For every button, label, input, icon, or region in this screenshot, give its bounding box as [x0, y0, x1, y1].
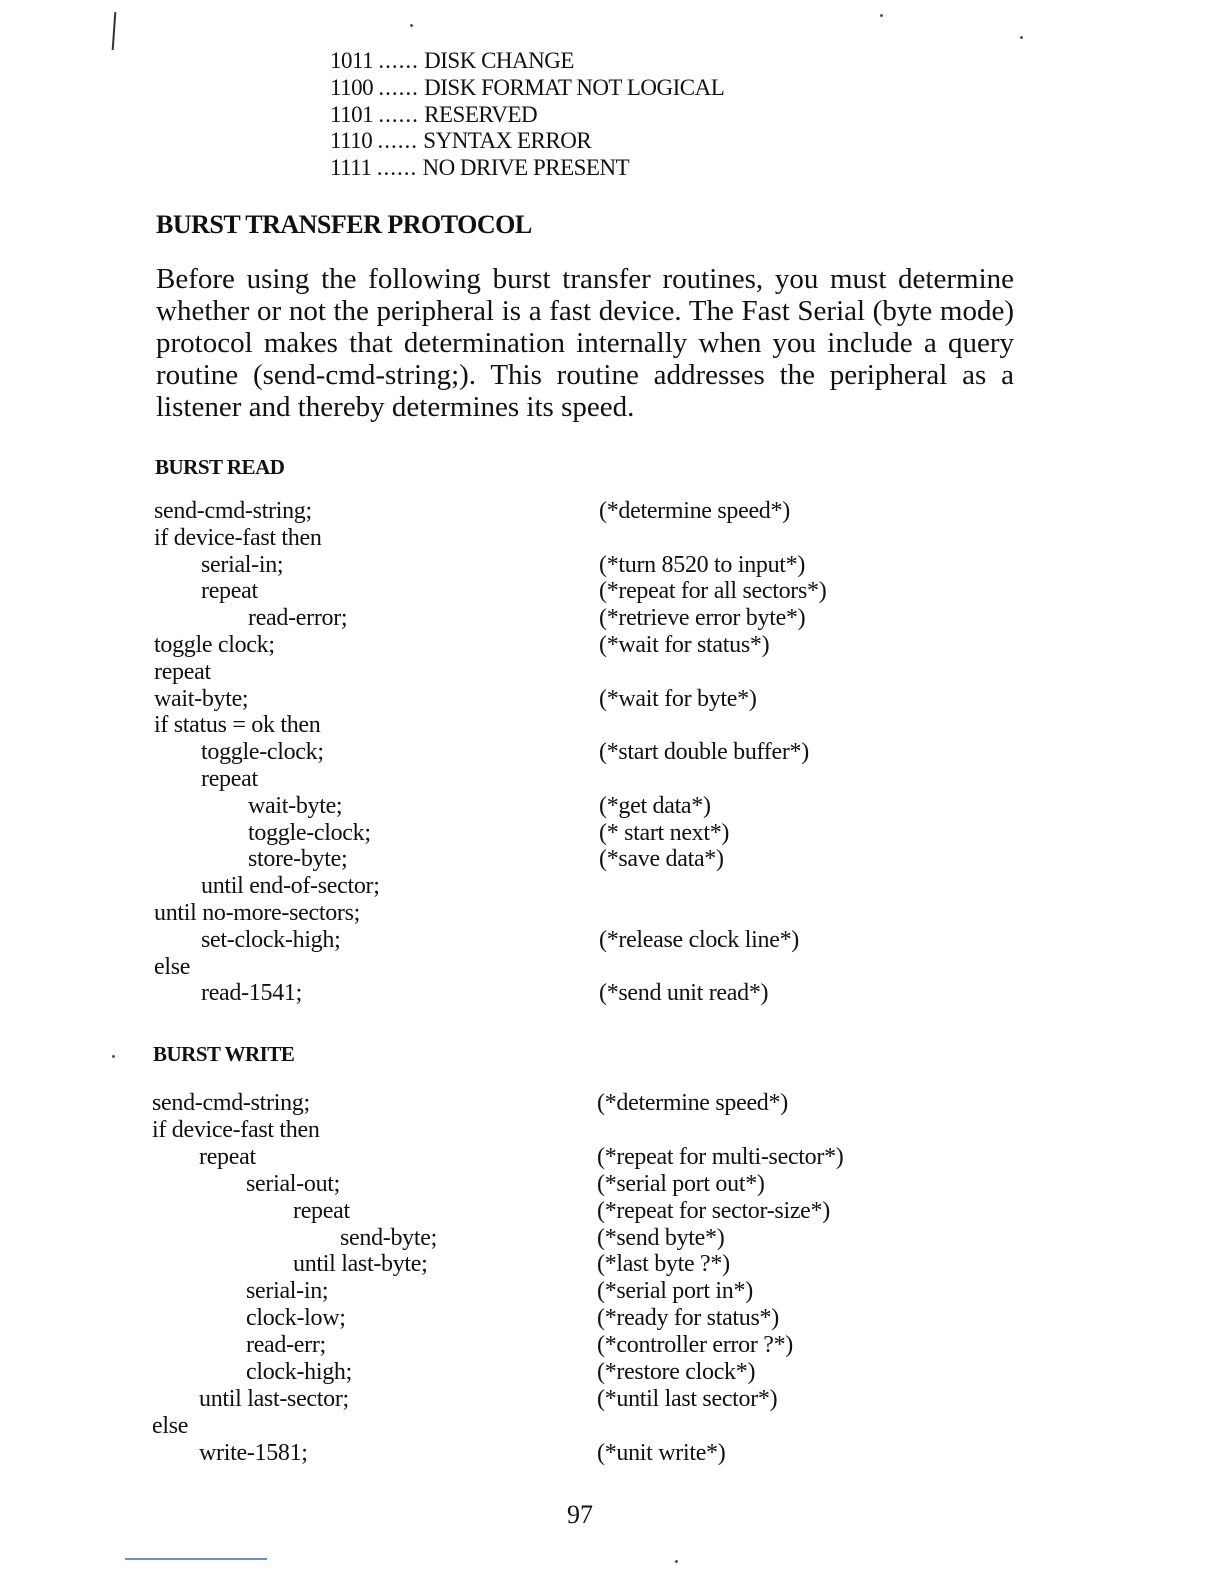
code-line: clock-low; [246, 1305, 346, 1332]
code-line: send-byte; [340, 1224, 437, 1251]
error-code: 1100 [330, 74, 374, 100]
error-code-row [330, 75, 724, 102]
code-comment: (*repeat for all sectors*) [599, 578, 827, 605]
burst-write-heading: BURST WRITE [153, 1042, 295, 1066]
leader-dots: ...... [377, 128, 419, 154]
code-line: toggle-clock; [201, 739, 324, 766]
code-line: clock-high; [246, 1359, 353, 1385]
intro-paragraph: Before using the following burst transfer routines, you must determine whether or not the peripheral is a fast device. The Fast Serial (byte mode) protocol makes that determination internally when you include a query routine (send-cmd-string;). This routine addresses the peripheral as a listener and thereby determines its speed. [156, 263, 1014, 423]
code-line: else [152, 1412, 189, 1439]
code-comment: (* start next*) [599, 819, 730, 846]
code-comment: (*save data*) [599, 846, 724, 873]
code-comment: (*serial port in*) [597, 1278, 753, 1305]
code-comment: (*serial port out*) [597, 1170, 765, 1197]
code-comment: (*controller error ?*) [597, 1332, 793, 1359]
code-comment: (*send unit read*) [599, 980, 769, 1007]
code-comment: (*send byte*) [597, 1224, 725, 1251]
error-meaning: DISK FORMAT NOT LOGICAL [424, 74, 725, 100]
error-meaning: DISK CHANGE [424, 48, 574, 73]
code-line: write-1581; [199, 1439, 308, 1466]
code-comment: (*determine speed*) [599, 498, 790, 524]
bottom-rule [125, 1558, 267, 1560]
code-line: until last-byte; [293, 1251, 428, 1278]
code-line: repeat [201, 766, 258, 792]
scan-speck [880, 14, 883, 17]
code-line: toggle-clock; [248, 819, 371, 846]
leader-dots: ...... [376, 155, 418, 181]
code-line: repeat [199, 1143, 256, 1170]
error-code: 1011 [330, 48, 374, 73]
code-line: send-cmd-string; [152, 1090, 310, 1116]
error-meaning: RESERVED [424, 101, 538, 127]
code-line: repeat [154, 658, 211, 685]
scan-speck [112, 1055, 115, 1058]
code-line: until last-sector; [199, 1385, 349, 1412]
code-line: if device-fast then [152, 1116, 320, 1143]
code-comment: (*turn 8520 to input*) [599, 551, 806, 578]
error-meaning: NO DRIVE PRESENT [422, 155, 630, 181]
code-comment: (*repeat for multi-sector*) [597, 1143, 844, 1170]
error-code-list [330, 48, 724, 182]
code-line: read-error; [248, 605, 348, 632]
scan-speck [675, 1560, 678, 1563]
code-line: serial-in; [246, 1278, 329, 1305]
section-heading: BURST TRANSFER PROTOCOL [156, 210, 532, 239]
code-comment: (*repeat for sector-size*) [597, 1197, 830, 1224]
code-comment: (*release clock line*) [599, 926, 799, 953]
code-line: read-err; [246, 1332, 326, 1359]
code-line: repeat [293, 1197, 350, 1224]
code-comment: (*last byte ?*) [597, 1251, 730, 1278]
code-line: wait-byte; [154, 685, 249, 712]
code-line: toggle clock; [154, 632, 275, 658]
error-code: 1101 [330, 101, 374, 127]
error-code: 1111 [330, 155, 372, 181]
code-line: repeat [201, 578, 258, 605]
code-line: if device-fast then [154, 524, 322, 551]
code-line: until no-more-sectors; [154, 900, 361, 926]
leader-dots: ...... [378, 101, 419, 127]
code-comment: (*until last sector*) [597, 1385, 778, 1412]
scan-speck [410, 24, 413, 27]
code-comment: (*start double buffer*) [599, 739, 809, 766]
code-comment: (*retrieve error byte*) [599, 605, 806, 632]
code-line: serial-out; [246, 1170, 341, 1197]
error-code-row [330, 128, 724, 155]
leader-dots: ...... [378, 48, 419, 73]
error-code-row [330, 102, 724, 129]
burst-read-heading: BURST READ [155, 455, 285, 479]
code-comment: (*ready for status*) [597, 1305, 779, 1332]
code-comment: (*determine speed*) [597, 1090, 788, 1116]
code-line: store-byte; [248, 846, 348, 873]
error-meaning: SYNTAX ERROR [423, 128, 592, 154]
code-comment: (*unit write*) [597, 1439, 726, 1466]
error-code-row [330, 155, 724, 182]
code-line: read-1541; [201, 980, 302, 1007]
leader-dots: ...... [378, 74, 419, 100]
error-code-row [330, 48, 724, 75]
error-code: 1110 [330, 128, 373, 154]
code-comment: (*restore clock*) [597, 1359, 756, 1385]
page-number: 97 [567, 1500, 593, 1529]
code-comment: (*wait for status*) [599, 632, 770, 658]
code-comment: (*get data*) [599, 792, 711, 819]
code-line: wait-byte; [248, 792, 343, 819]
code-line: if status = ok then [154, 712, 321, 739]
scan-speck [1020, 36, 1023, 39]
margin-mark [112, 12, 117, 50]
code-line: set-clock-high; [201, 926, 341, 953]
code-comment: (*wait for byte*) [599, 685, 757, 712]
code-line: until end-of-sector; [201, 873, 380, 900]
code-line: else [154, 953, 191, 980]
code-line: send-cmd-string; [154, 498, 312, 524]
code-line: serial-in; [201, 551, 284, 578]
